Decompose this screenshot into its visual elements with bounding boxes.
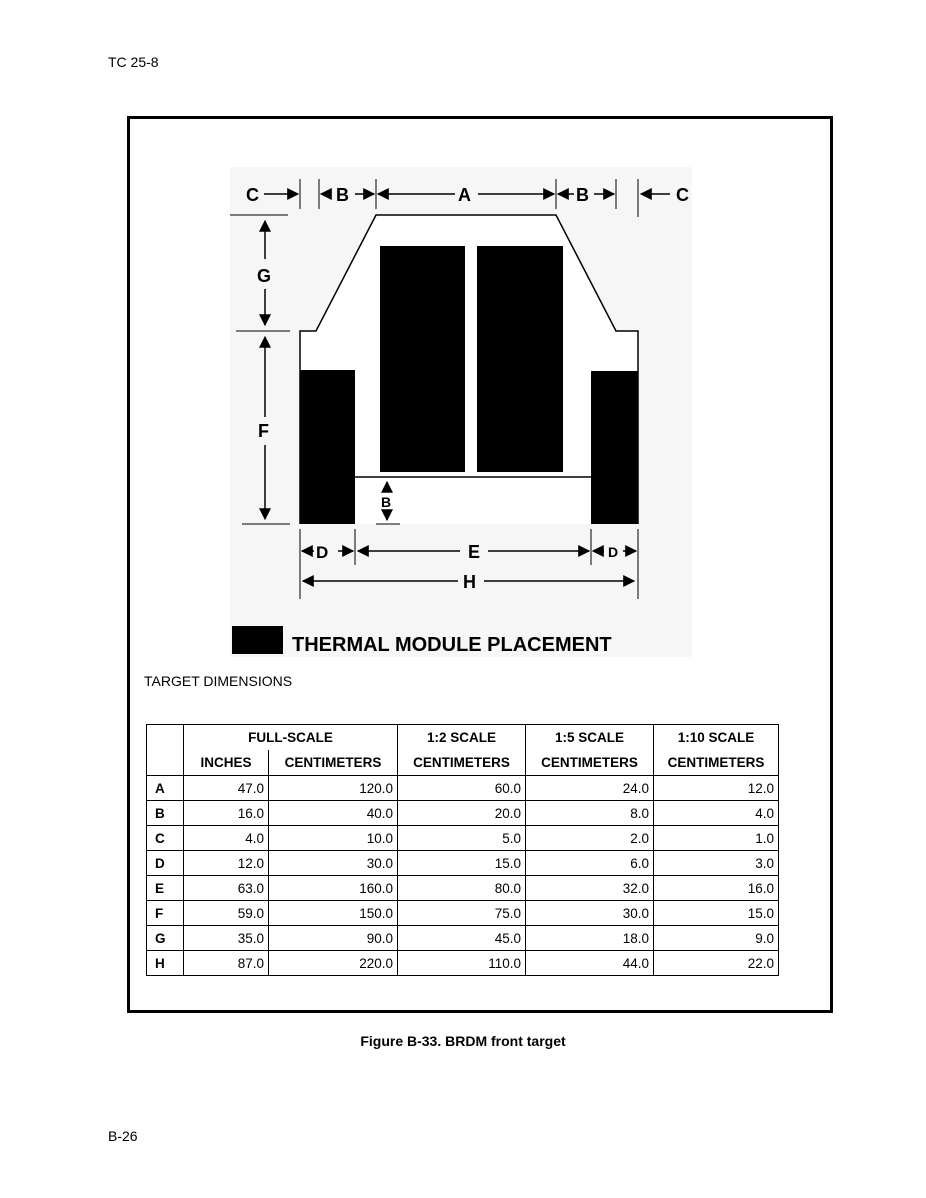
label-d-left: D: [316, 543, 329, 562]
legend-swatch: [232, 626, 283, 654]
header-1-10-scale: 1:10 SCALE: [654, 725, 779, 751]
label-b-left: B: [336, 185, 349, 205]
table-row: [147, 951, 779, 976]
table-row: [147, 901, 779, 926]
label-f: F: [258, 421, 269, 441]
table-cell: 4.0: [654, 801, 779, 826]
table-cell: 30.0: [269, 851, 398, 876]
table-cell: 20.0: [398, 801, 526, 826]
table-cell: 63.0: [184, 876, 269, 901]
table-cell: 60.0: [398, 776, 526, 801]
table-cell: 12.0: [654, 776, 779, 801]
subheader-cm-full: CENTIMETERS: [269, 750, 398, 776]
subheader-inches: INCHES: [184, 750, 269, 776]
thermal-module-left-upper: [380, 246, 465, 472]
row-label: A: [147, 776, 184, 801]
header-1-2-scale: 1:2 SCALE: [398, 725, 526, 751]
label-c-right: C: [676, 185, 689, 205]
table-cell: 44.0: [526, 951, 654, 976]
header-full-scale: FULL-SCALE: [184, 725, 398, 751]
label-a: A: [458, 185, 471, 205]
table-cell: 40.0: [269, 801, 398, 826]
table-row: [147, 876, 779, 901]
subheader-cm-fifth: CENTIMETERS: [526, 750, 654, 776]
page-number: B-26: [108, 1128, 138, 1144]
subheader-cm-tenth: CENTIMETERS: [654, 750, 779, 776]
label-c-left: C: [246, 185, 259, 205]
subheader-cm-half: CENTIMETERS: [398, 750, 526, 776]
table-cell: 45.0: [398, 926, 526, 951]
table-row: [147, 801, 779, 826]
table-cell: 4.0: [184, 826, 269, 851]
table-cell: 30.0: [526, 901, 654, 926]
row-label: B: [147, 801, 184, 826]
row-label: G: [147, 926, 184, 951]
table-cell: 87.0: [184, 951, 269, 976]
table-cell: 59.0: [184, 901, 269, 926]
table-cell: 150.0: [269, 901, 398, 926]
table-cell: 15.0: [398, 851, 526, 876]
section-title: TARGET DIMENSIONS: [144, 673, 293, 689]
label-b-small: B: [381, 494, 392, 510]
table-cell: 10.0: [269, 826, 398, 851]
header-1-5-scale: 1:5 SCALE: [526, 725, 654, 751]
thermal-module-left-wheel: [300, 370, 355, 524]
row-label: F: [147, 901, 184, 926]
row-label: D: [147, 851, 184, 876]
table-cell: 120.0: [269, 776, 398, 801]
thermal-module-right-wheel: [591, 371, 638, 524]
document-id: TC 25-8: [108, 54, 159, 70]
label-g: G: [257, 266, 272, 286]
table-row: [147, 926, 779, 951]
table-cell: 47.0: [184, 776, 269, 801]
row-label: E: [147, 876, 184, 901]
table-cell: 160.0: [269, 876, 398, 901]
table-cell: 18.0: [526, 926, 654, 951]
table-cell: 2.0: [526, 826, 654, 851]
table-row: [147, 851, 779, 876]
label-h: H: [463, 572, 476, 592]
table-cell: 5.0: [398, 826, 526, 851]
table-cell: 80.0: [398, 876, 526, 901]
row-label: H: [147, 951, 184, 976]
table-cell: 6.0: [526, 851, 654, 876]
table-cell: 90.0: [269, 926, 398, 951]
table-cell: 9.0: [654, 926, 779, 951]
table-cell: 1.0: [654, 826, 779, 851]
table-cell: 8.0: [526, 801, 654, 826]
table-row: [147, 776, 779, 801]
corner-cell-lower: [147, 750, 184, 776]
corner-cell: [147, 725, 184, 751]
target-drawing: [230, 167, 692, 657]
label-e: E: [468, 542, 481, 562]
label-b-right: B: [576, 185, 589, 205]
legend-label: THERMAL MODULE PLACEMENT: [292, 634, 612, 656]
table-cell: 32.0: [526, 876, 654, 901]
table-cell: 15.0: [654, 901, 779, 926]
target-diagram: [230, 167, 692, 657]
thermal-module-right-upper: [477, 246, 563, 472]
label-d-right: D: [608, 544, 619, 560]
table-cell: 16.0: [184, 801, 269, 826]
table-cell: 22.0: [654, 951, 779, 976]
table-cell: 16.0: [654, 876, 779, 901]
table-cell: 3.0: [654, 851, 779, 876]
table-cell: 110.0: [398, 951, 526, 976]
dimensions-table: [146, 724, 779, 976]
table-cell: 35.0: [184, 926, 269, 951]
figure-caption: Figure B-33. BRDM front target: [360, 1033, 566, 1049]
row-label: C: [147, 826, 184, 851]
table-cell: 24.0: [526, 776, 654, 801]
table-row: [147, 826, 779, 851]
table-cell: 75.0: [398, 901, 526, 926]
table-cell: 12.0: [184, 851, 269, 876]
table-cell: 220.0: [269, 951, 398, 976]
